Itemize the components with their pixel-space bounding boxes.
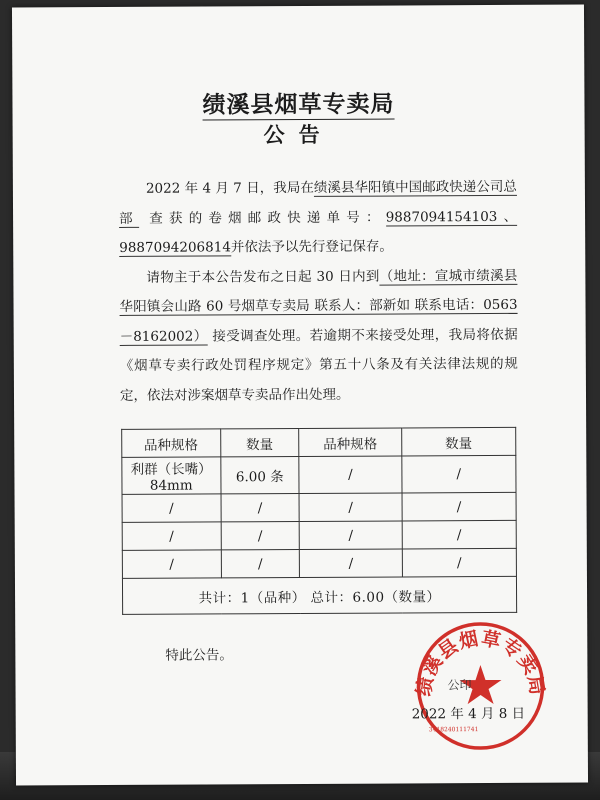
notice-date: 2022 年 4 月 8 日 [411, 705, 526, 723]
notice-paper [12, 5, 588, 786]
seal-inner-label: 公印 [447, 678, 472, 693]
header-cell: 品种规格 [122, 429, 221, 458]
table-header-row [122, 427, 516, 457]
notice-title: 绩溪县烟草专卖局 [202, 91, 395, 119]
table-cell: / [299, 521, 402, 550]
seal-code: 3418240111741 [428, 726, 479, 734]
seizure-location: 绩溪县华阳镇中国邮政快递公司总部 [119, 178, 517, 227]
table-cell: / [221, 522, 300, 550]
closing-text: 特此公告。 [165, 647, 233, 664]
table-cell: / [300, 549, 403, 578]
table-cell: / [122, 550, 221, 579]
table-total: 共计：1（品种） 总计：6.00（数量） [122, 576, 516, 614]
notice-body [119, 173, 518, 411]
table-cell: / [402, 548, 516, 577]
table-total-row [122, 576, 516, 614]
table-cell: / [221, 494, 300, 522]
tracking-numbers: 9887094154103、9887094206814 [119, 208, 518, 256]
notice-subtitle: 公告 [263, 122, 334, 148]
header-cell: 数量 [220, 429, 299, 457]
table-cell: / [402, 520, 516, 549]
table-row [122, 455, 516, 494]
seal-text: 绩溪县烟草专卖局 [413, 627, 548, 698]
table-row [122, 492, 516, 522]
seized-items-table [121, 427, 517, 615]
table-cell: / [122, 522, 221, 551]
table-cell: / [221, 550, 300, 578]
table-cell: 6.00 条 [220, 457, 299, 494]
header-cell: 数量 [401, 427, 515, 456]
table-cell: / [402, 455, 516, 493]
table-row [122, 548, 516, 578]
table-cell: 利群（长嘴）84mm [122, 457, 221, 495]
table-cell: / [299, 456, 402, 494]
header-cell: 品种规格 [299, 428, 402, 457]
contact-info: （地址：宣城市绩溪县华阳镇会山路 60 号烟草专卖局 联系人：部新如 联系电话：0563－8162002） [119, 267, 518, 345]
table-cell: / [122, 494, 221, 523]
table-cell: / [299, 493, 402, 522]
paragraph-seizure: 2022 年 4 月 7 日，我局在绩溪县华阳镇中国邮政快递公司总部 查获的卷烟邮政快递单号：9887094154103、9887094206814并依法予以先行登记保存。 [119, 178, 518, 256]
paragraph-instructions: 请物主于本公告发布之日起 30 日内到（地址：宣城市绩溪县华阳镇会山路 60 号烟草专卖局 联系人：部新如 联系电话：0563－8162002） 接受调查处理。若逾期不来接受处理，我局将依据《烟草专卖行政处罚程序规定》第五十八条及有关法律法规的规定，依法对涉案烟草专卖品作出处理。 [119, 267, 518, 404]
table-row [122, 520, 516, 550]
table-cell: / [402, 492, 516, 521]
